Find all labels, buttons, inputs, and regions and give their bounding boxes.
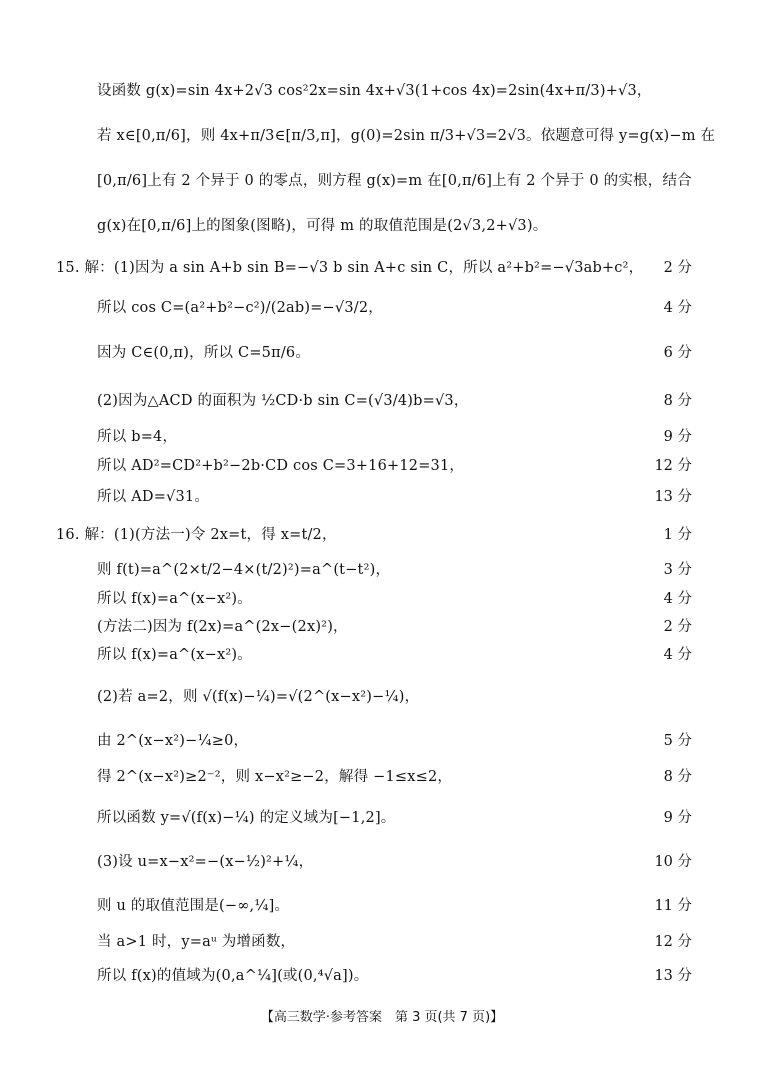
score-points: 1 分 bbox=[663, 527, 692, 543]
solution-line: 16. 解：(1)(方法一)令 2x=t，得 x=t/2， bbox=[56, 527, 337, 543]
solution-line: (方法二)因为 f(2x)=a^(2x−(2x)²)， bbox=[97, 619, 348, 635]
score-points: 8 分 bbox=[663, 769, 692, 785]
solution-line: 当 a>1 时，y=aᵘ 为增函数， bbox=[97, 934, 296, 950]
score-points: 4 分 bbox=[663, 647, 692, 663]
solution-line: 则 u 的取值范围是(−∞,¼]。 bbox=[97, 898, 290, 914]
score-points: 3 分 bbox=[663, 562, 692, 578]
solution-line: 15. 解：(1)因为 a sin A+b sin B=−√3 b sin A+c sin C，所以 a²+b²=−√3ab+c²， bbox=[56, 260, 644, 276]
solution-line: 所以 cos C=(a²+b²−c²)/(2ab)=−√3/2， bbox=[97, 300, 383, 316]
solution-line: g(x)在[0,π/6]上的图象(图略)，可得 m 的取值范围是(2√3,2+√3)。 bbox=[97, 218, 548, 234]
solution-line: (2)若 a=2，则 √(f(x)−¼)=√(2^(x−x²)−¼)， bbox=[97, 689, 420, 705]
score-points: 13 分 bbox=[654, 489, 692, 505]
score-points: 2 分 bbox=[663, 619, 692, 635]
solution-line: 得 2^(x−x²)≥2⁻²，则 x−x²≥−2，解得 −1≤x≤2， bbox=[97, 769, 453, 785]
score-points: 13 分 bbox=[654, 968, 692, 984]
solution-line: 所以函数 y=√(f(x)−¼) 的定义域为[−1,2]。 bbox=[97, 810, 396, 826]
score-points: 11 分 bbox=[654, 898, 692, 914]
solution-line: 因为 C∈(0,π)，所以 C=5π/6。 bbox=[97, 345, 311, 361]
score-points: 10 分 bbox=[654, 854, 692, 870]
solution-line: 若 x∈[0,π/6]，则 4x+π/3∈[π/3,π]，g(0)=2sin π/3+√3=2√3。依题意可得 y=g(x)−m 在 bbox=[97, 128, 716, 144]
solution-line: 所以 f(x)=a^(x−x²)。 bbox=[97, 591, 252, 607]
solution-line: 所以 AD²=CD²+b²−2b·CD cos C=3+16+12=31， bbox=[97, 458, 465, 474]
score-points: 5 分 bbox=[663, 733, 692, 749]
score-points: 2 分 bbox=[663, 260, 692, 276]
solution-line: [0,π/6]上有 2 个异于 0 的零点，则方程 g(x)=m 在[0,π/6]上有 2 个异于 0 的实根，结合 bbox=[97, 173, 692, 189]
score-points: 9 分 bbox=[663, 810, 692, 826]
solution-line: (2)因为△ACD 的面积为 ½CD·b sin C=(√3/4)b=√3， bbox=[97, 393, 469, 409]
score-points: 4 分 bbox=[663, 300, 692, 316]
score-points: 12 分 bbox=[654, 458, 692, 474]
score-points: 8 分 bbox=[663, 393, 692, 409]
solution-line: 所以 f(x)的值域为(0,a^¼](或(0,⁴√a])。 bbox=[97, 968, 369, 984]
solution-line: 设函数 g(x)=sin 4x+2√3 cos²2x=sin 4x+√3(1+cos 4x)=2sin(4x+π/3)+√3， bbox=[97, 83, 652, 99]
solution-line: (3)设 u=x−x²=−(x−½)²+¼， bbox=[97, 854, 314, 870]
score-points: 6 分 bbox=[663, 345, 692, 361]
solution-line: 所以 b=4， bbox=[97, 429, 178, 445]
solution-line: 由 2^(x−x²)−¼≥0， bbox=[97, 733, 249, 749]
page-footer: 【高三数学·参考答案 第 3 页(共 7 页)】 bbox=[260, 1010, 504, 1025]
score-points: 4 分 bbox=[663, 591, 692, 607]
score-points: 12 分 bbox=[654, 934, 692, 950]
solution-line: 则 f(t)=a^(2×t/2−4×(t/2)²)=a^(t−t²)， bbox=[97, 562, 391, 578]
score-points: 9 分 bbox=[663, 429, 692, 445]
solution-line: 所以 f(x)=a^(x−x²)。 bbox=[97, 647, 252, 663]
solution-line: 所以 AD=√31。 bbox=[97, 489, 210, 505]
